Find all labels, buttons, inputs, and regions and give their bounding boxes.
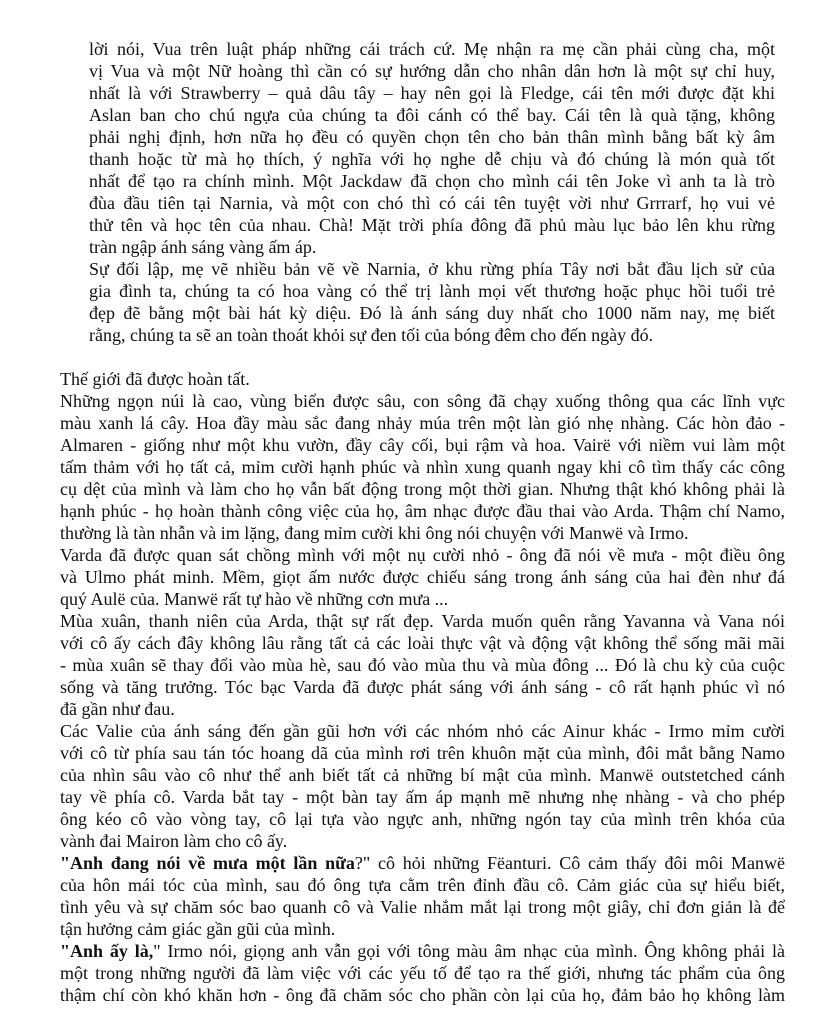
text-segment: Varda đã được quan sát chồng mình với một nụ cười nhỏ - ông đã nói về mưa - một điều ông [60, 545, 785, 565]
text-segment: ?" cô hỏi những Fëanturi. Cô cảm thấy đôi môi Manwë [354, 853, 785, 873]
text-segment: với cô ấy cách đây không lâu rằng tất cả các loài thực vật và động vật không thể sống mãi mãi [60, 633, 785, 653]
text-line [60, 896, 785, 918]
text-segment: với cô từ phía sau tán tóc hoang dã của mình rơi trên khuôn mặt của mình, đôi mắt bằng Namo [60, 743, 785, 763]
text-line [60, 698, 175, 720]
text-line [89, 214, 775, 236]
text-segment: tay về phía cô. Varda bắt tay - một bàn tay ấm áp mạnh mẽ nhưng nhẹ nhàng - và cho phép [60, 787, 785, 807]
text-line [60, 500, 785, 522]
text-line [89, 38, 775, 60]
text-segment: đẹp đẽ bằng một bài hát kỳ diệu. Đó là ánh sáng duy nhất cho 1000 năm nay, mẹ biết [89, 303, 775, 323]
dialogue-line [60, 852, 785, 874]
text-segment: gia đình ta, chúng ta có hoa vàng có thể trị lành mọi vết thương hoặc phục hồi tuổi trẻ [89, 281, 775, 301]
text-segment: Các Valie của ánh sáng đến gần gũi hơn với các nhóm nhỏ các Ainur khác - Irmo mỉm cười [60, 721, 785, 741]
text-line [89, 236, 316, 258]
text-line [89, 280, 775, 302]
text-line [89, 324, 653, 346]
text-segment: rằng, chúng ta sẽ an toàn thoát khỏi sự đen tối của bóng đêm cho đến ngày đó. [89, 325, 654, 345]
text-segment: Aslan ban cho chú ngựa của chúng ta đôi cánh có thể bay. Cái tên là quà tặng, không [89, 105, 775, 125]
text-segment: Almaren - giống như một khu vườn, đầy cây cối, bụi rậm và hoa. Vairë với niềm vui làm một [60, 435, 785, 455]
text-segment: của hôn mái tóc của mình, sau đó ông tựa cằm trên đỉnh đầu cô. Cảm giác của sự hiểu biết, [60, 875, 785, 895]
section-heading [60, 368, 250, 390]
text-line [60, 742, 785, 764]
text-line [60, 610, 785, 632]
bold-text-segment: "Anh ấy là, [60, 941, 154, 961]
text-segment: ông kéo cô vào vòng tay, cô lại tựa vào ngực anh, những ngón tay của mình trên khóa của [60, 809, 785, 829]
text-line [60, 478, 785, 500]
text-segment: thử tên và học tên của nhau. Chà! Mặt trời phía đông đã phủ màu lục bảo lên khu rừng [89, 215, 775, 235]
text-line [60, 918, 335, 940]
text-segment: của nhìn sâu vào cô như thể anh biết tất cả những bí mật của mình. Manwë outstetched cánh [60, 765, 785, 785]
text-segment: thậm chí còn khó khăn hơn - ông đã chăm sóc cho phần còn lại của họ, đảm bảo họ không làm [60, 985, 785, 1005]
text-line [60, 764, 785, 786]
text-segment: quý Aulë của. Manwë rất tự hào về những cơn mưa ... [60, 589, 449, 609]
text-line [89, 148, 775, 170]
text-line [89, 60, 775, 82]
text-segment: Mùa xuân, thanh niên của Arda, thật sự rất đẹp. Varda muốn quên rằng Yavanna và Vana nói [60, 611, 785, 631]
text-line [89, 192, 775, 214]
text-segment: và Ulmo phát minh. Mềm, giọt ấm nước được chiếu sáng trong ánh sáng của hai đèn như đá [60, 567, 785, 587]
bold-text-segment: "Anh đang nói về mưa một lần nữa [60, 853, 355, 873]
text-segment: tận hưởng cảm giác gần gũi của mình. [60, 919, 336, 939]
text-segment: tấm thảm với họ tất cả, mỉm cười hạnh phúc và nhìn xung quanh ngay khi cô tìm thấy các công [60, 457, 785, 477]
dialogue-line [60, 940, 785, 962]
text-line [60, 434, 785, 456]
text-line [60, 412, 785, 434]
text-line [89, 82, 775, 104]
text-segment: thường là tàn nhẫn và im lặng, đang mỉm cười khi ông nói chuyện với Manwë và Irmo. [60, 523, 689, 543]
text-segment: một trong những người đã làm việc với các yếu tố để tạo ra thế giới, nhưng tác phẩm của ông [60, 963, 785, 983]
text-segment: phải nghị định, hơn nữa họ đều có quyền chọn tên cho bản thân mình bằng bất kỳ âm [89, 127, 775, 147]
text-line [60, 544, 785, 566]
text-segment: hạnh phúc - họ hoàn thành công việc của họ, âm nhạc được đầu thai vào Arda. Thậm chí Namo, [60, 501, 785, 521]
text-line [60, 654, 785, 676]
text-line [60, 390, 785, 412]
text-segment: Những ngọn núi là cao, vùng biển được sâu, con sông đã chạy xuống thông qua các lĩnh vực [60, 391, 785, 411]
text-segment: nhất để tạo ra chính mình. Một Jackdaw đã chọn cho mình cái tên Joke vì anh ta là trò [89, 171, 775, 191]
text-line [60, 984, 785, 1006]
text-segment: " Irmo nói, giọng anh vẫn gọi với tông màu âm nhạc của mình. Ông không phải là [153, 941, 785, 961]
text-segment: tình yêu và sự chăm sóc bao quanh cô và Valie nhắm mắt lại trong một giây, chỉ đơn giản là để [60, 897, 785, 917]
text-segment: Thế giới đã được hoàn tất. [60, 369, 250, 389]
text-segment: - mùa xuân sẽ thay đổi vào mùa hè, sau đó vào mùa thu và mùa đông ... Đó là chu kỳ của cuộc [60, 655, 785, 675]
text-segment: nhất là với Strawberry – quả dâu tây – hay nên gọi là Fledge, cái tên mới được đặt khi [89, 83, 775, 103]
text-segment: sống và tăng trưởng. Tóc bạc Varda đã được phát sáng với ánh sáng - cô rất hạnh phúc vì nó [60, 677, 785, 697]
text-line [89, 170, 775, 192]
text-line [60, 632, 785, 654]
text-line [60, 588, 448, 610]
text-segment: tràn ngập ánh sáng vàng ấm áp. [89, 237, 317, 257]
text-line [89, 104, 775, 126]
text-line [60, 456, 785, 478]
text-line [89, 302, 775, 324]
text-segment: Sự đối lập, mẹ vẽ nhiều bản vẽ về Narnia, ở khu rừng phía Tây nơi bắt đầu lịch sử của [89, 259, 775, 279]
text-segment: vị Vua và một Nữ hoàng thì cần có sự hướng dẫn cho nhân dân hơn là một sự chỉ huy, [89, 61, 775, 81]
text-line [89, 126, 775, 148]
text-line [60, 808, 785, 830]
text-segment: màu xanh lá cây. Hoa đầy màu sắc đang nhảy múa trên một làn gió nhẹ nhàng. Các hòn đảo - [60, 413, 785, 433]
text-line [60, 676, 785, 698]
text-line [60, 962, 785, 984]
text-line [60, 830, 287, 852]
text-line [60, 566, 785, 588]
text-line [89, 258, 775, 280]
text-line [60, 786, 785, 808]
text-segment: vành đai Mairon làm cho cô ấy. [60, 831, 288, 851]
text-segment: cụ dệt của mình và làm cho họ vẫn bất động trong một thời gian. Nhưng thật khó không phải là [60, 479, 785, 499]
text-line [60, 522, 688, 544]
text-line [60, 720, 785, 742]
text-segment: lời nói, Vua trên luật pháp những cái trách cứ. Mẹ nhận ra mẹ cần phải cùng cha, một [89, 39, 775, 59]
text-line [60, 874, 785, 896]
text-segment: đã gần như đau. [60, 699, 175, 719]
text-segment: thanh hoặc từ mà họ thích, ý nghĩa với họ nghe dễ chịu và đó chúng là món quà tốt [89, 149, 775, 169]
text-segment: đùa đầu tiên tại Narnia, và một con chó thì có cái tên tuyệt vời như Grrrarf, họ vui vẻ [89, 193, 775, 213]
